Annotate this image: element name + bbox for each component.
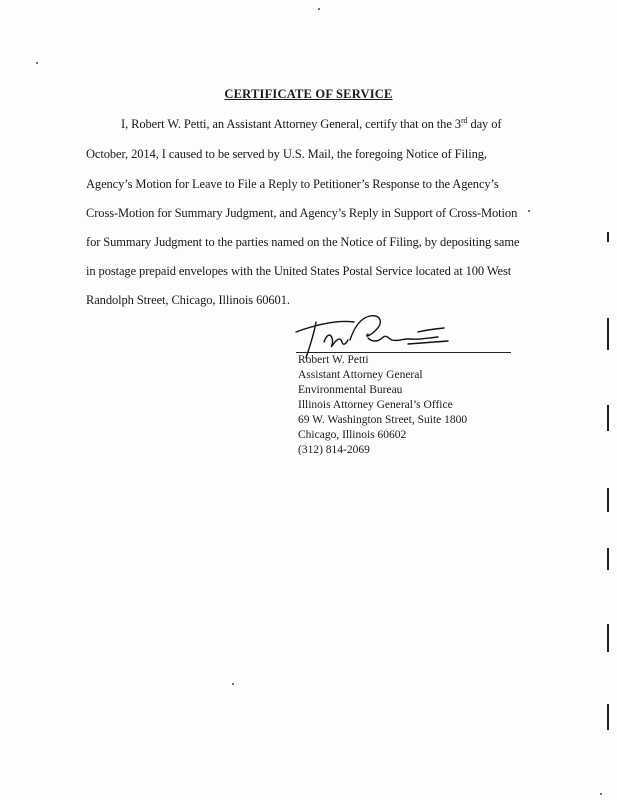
signer-phone: (312) 814-2069 bbox=[298, 444, 370, 456]
signature-line bbox=[296, 352, 511, 353]
ordinal-suffix: rd bbox=[460, 116, 468, 125]
body-line-3: Agency’s Motion for Leave to File a Reply to Petitioner’s Response to the Agency’s bbox=[86, 177, 499, 191]
body-line-7: Randolph Street, Chicago, Illinois 60601. bbox=[86, 293, 290, 307]
scan-speck bbox=[318, 8, 320, 10]
scan-edge-mark bbox=[607, 405, 609, 431]
signer-title: Assistant Attorney General bbox=[298, 369, 423, 381]
certificate-title bbox=[0, 87, 617, 102]
scan-speck bbox=[36, 62, 38, 64]
scan-speck bbox=[232, 683, 234, 685]
scan-edge-mark bbox=[607, 548, 609, 570]
body-line-1-tail: day of bbox=[467, 117, 502, 131]
body-line-2: October, 2014, I caused to be served by U.S. Mail, the foregoing Notice of Filing, bbox=[86, 147, 487, 161]
body-line-4: Cross-Motion for Summary Judgment, and Agency’s Reply in Support of Cross-Motion bbox=[86, 206, 518, 220]
certificate-title-text: CERTIFICATE OF SERVICE bbox=[224, 87, 393, 101]
scan-edge-mark bbox=[607, 318, 609, 350]
scan-edge-mark bbox=[607, 704, 609, 730]
scan-edge-mark bbox=[607, 232, 609, 242]
body-line-1-text: I, Robert W. Petti, an Assistant Attorney General, certify that on the 3 bbox=[121, 117, 461, 131]
signer-street: 69 W. Washington Street, Suite 1800 bbox=[298, 414, 468, 426]
signer-name: Robert W. Petti bbox=[298, 354, 369, 366]
signer-office: Illinois Attorney General’s Office bbox=[298, 399, 453, 411]
body-line-5: for Summary Judgment to the parties named on the Notice of Filing, by depositing same bbox=[86, 235, 520, 249]
scan-edge-mark bbox=[607, 488, 609, 512]
scan-speck bbox=[528, 210, 530, 212]
signer-bureau: Environmental Bureau bbox=[298, 384, 403, 396]
scan-speck bbox=[600, 793, 602, 795]
signer-city: Chicago, Illinois 60602 bbox=[298, 429, 407, 441]
body-line-1 bbox=[121, 117, 501, 132]
scan-edge-mark bbox=[607, 624, 609, 652]
body-line-6: in postage prepaid envelopes with the United States Postal Service located at 100 West bbox=[86, 264, 512, 278]
